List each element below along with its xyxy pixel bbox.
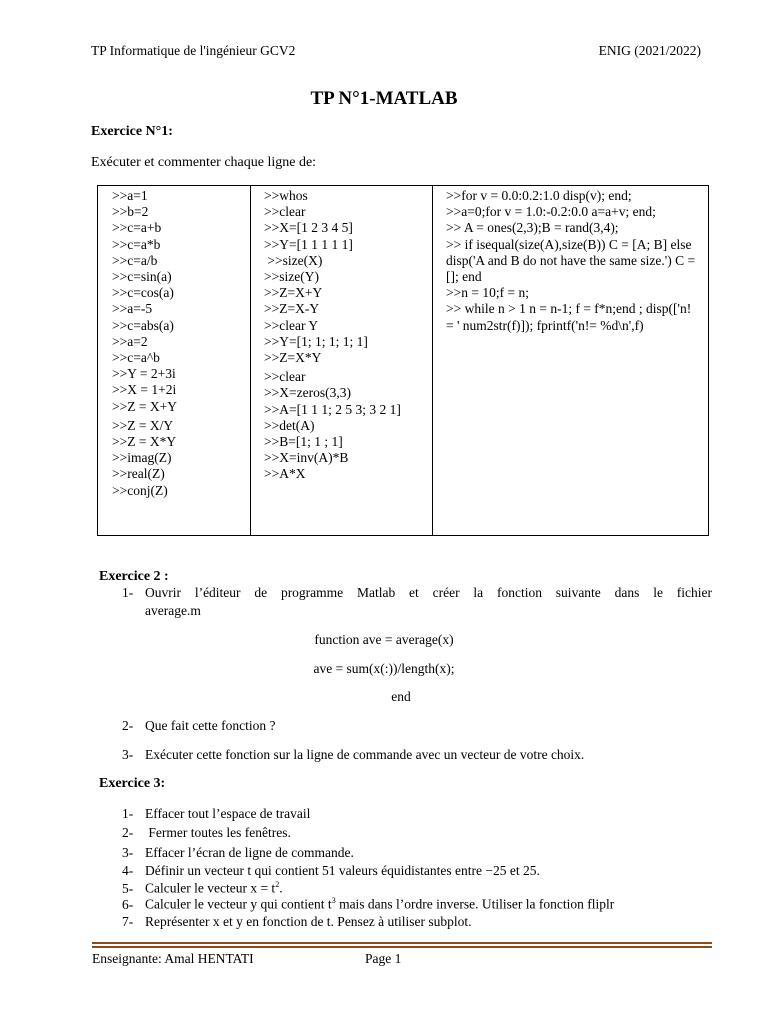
superscript: 3 xyxy=(331,896,336,905)
item-text: Calculer le vecteur y qui contient t xyxy=(145,896,332,912)
item-number: 2- xyxy=(122,718,134,733)
command-line: >>a=2 xyxy=(112,333,148,349)
item-text: Représenter x et y en fonction de t. Pensez à utiliser subplot. xyxy=(145,914,472,929)
exercise3-item-2 xyxy=(122,825,291,841)
function-code-line-1: function ave = average(x) xyxy=(314,632,454,647)
command-line: >>B=[1; 1 ; 1] xyxy=(264,434,343,450)
footer-page-number: Page 1 xyxy=(365,951,402,966)
command-line: >>Z = X+Y xyxy=(112,398,177,414)
item-text-end: mais dans l’ordre inverse. Utiliser la fonction fliplr xyxy=(335,896,615,912)
command-line: >>Y = 2+3i xyxy=(112,366,176,382)
item-number: 3- xyxy=(122,845,134,860)
command-line: >>c=a+b xyxy=(112,220,162,236)
exercise2-item-1-number xyxy=(122,585,145,601)
exercise3-item-1 xyxy=(122,806,310,822)
exercise1-intro: Exécuter et commenter chaque ligne de: xyxy=(91,155,317,170)
item-text: Exécuter cette fonction sur la ligne de commande avec un vecteur de votre choix. xyxy=(145,747,585,762)
command-line: >>real(Z) xyxy=(112,466,165,482)
footer-rule xyxy=(92,946,712,948)
command-line: >>a=0;for v = 1.0:-0.2:0.0 a=a+v; end; xyxy=(446,204,656,220)
command-line: >>X=[1 2 3 4 5] xyxy=(264,220,353,236)
exercise2-item-1-line-1: Ouvrir l’éditeur de programme Matlab et créer la fonction suivante dans le fichier xyxy=(145,585,712,600)
command-line: >>det(A) xyxy=(264,417,315,433)
command-line: >>n = 10;f = n; xyxy=(446,285,529,301)
command-line: >> if isequal(size(A),size(B)) C = [A; B] else disp('A and B do not have the same size.') C = []; end xyxy=(446,236,696,285)
command-table xyxy=(97,185,709,536)
command-line: >>clear Y xyxy=(264,317,319,333)
exercise2-item-1-line-2: average.m xyxy=(145,603,201,618)
item-text: Que fait cette fonction ? xyxy=(145,718,276,733)
command-line: >>A*X xyxy=(264,466,306,482)
command-line: >>c=a*b xyxy=(112,236,161,252)
item-text: Effacer tout l’espace de travail xyxy=(145,806,311,821)
command-line: >>c=sin(a) xyxy=(112,269,172,285)
command-line: >>clear xyxy=(264,369,306,385)
item-text: Fermer toutes les fenêtres. xyxy=(145,825,291,840)
command-line: >>X=inv(A)*B xyxy=(264,450,349,466)
function-code-line-3: end xyxy=(391,689,411,704)
item-number: 3- xyxy=(122,747,134,762)
command-line: >>Y=[1; 1; 1; 1; 1] xyxy=(264,333,368,349)
exercise3-item-4 xyxy=(122,863,540,879)
command-column-1 xyxy=(98,186,251,536)
exercise1-title: Exercice N°1: xyxy=(91,124,173,139)
superscript: 2 xyxy=(275,880,280,889)
command-line: >>Z=X-Y xyxy=(264,301,320,317)
exercise3-item-7 xyxy=(122,914,472,930)
exercise3-item-6 xyxy=(122,896,614,913)
command-line: >>b=2 xyxy=(112,204,149,220)
command-line: >>c=abs(a) xyxy=(112,317,174,333)
command-line: >>a=-5 xyxy=(112,301,153,317)
command-line: >>Z = X/Y xyxy=(112,417,174,433)
header-right: ENIG (2021/2022) xyxy=(598,43,701,58)
command-line: >>conj(Z) xyxy=(112,482,168,498)
command-line: >>clear xyxy=(264,204,306,220)
command-line: >>c=cos(a) xyxy=(112,285,174,301)
command-column-3 xyxy=(433,186,709,536)
item-number: 6- xyxy=(122,896,134,912)
item-number: 7- xyxy=(122,914,134,929)
command-line: >>Z = X*Y xyxy=(112,434,177,450)
command-line: >>for v = 0.0:0.2:1.0 disp(v); end; xyxy=(446,188,632,203)
exercise2-title: Exercice 2 : xyxy=(99,569,169,584)
footer-rule xyxy=(92,942,712,944)
exercise2-item-3 xyxy=(122,747,584,763)
command-line: >>whos xyxy=(264,188,308,203)
exercise3-item-3 xyxy=(122,845,354,861)
exercise3-item-5 xyxy=(122,880,283,897)
command-line: >>size(Y) xyxy=(264,269,319,285)
command-line: >>a=1 xyxy=(112,188,148,203)
command-line: >>Z=X+Y xyxy=(264,285,323,301)
footer-teacher: Enseignante: Amal HENTATI xyxy=(92,951,254,966)
command-line: >>Y=[1 1 1 1 1] xyxy=(264,236,353,252)
page-title: TP N°1-MATLAB xyxy=(310,88,458,109)
header-left: TP Informatique de l'ingénieur GCV2 xyxy=(91,43,296,58)
exercise2-item-2 xyxy=(122,718,275,734)
command-line: >> while n > 1 n = n-1; f = f*n;end ; disp(['n! = ' num2str(f)]); fprintf('n!= %d\n',f) xyxy=(446,301,692,333)
command-line: >>Z=X*Y xyxy=(264,350,322,366)
item-number: 2- xyxy=(122,825,134,840)
exercise3-title: Exercice 3: xyxy=(99,776,166,791)
command-line: >>X=zeros(3,3) xyxy=(264,385,351,401)
item-number: 1- xyxy=(122,806,134,821)
item-text: Calculer le vecteur x = t xyxy=(145,880,276,896)
command-column-2 xyxy=(251,186,433,536)
item-number: 1- xyxy=(122,585,134,600)
item-number: 5- xyxy=(122,880,134,896)
command-line: >>c=a^b xyxy=(112,350,160,366)
item-text: Définir un vecteur t qui contient 51 valeurs équidistantes entre −25 et 25. xyxy=(145,863,540,878)
command-line: >>size(X) xyxy=(264,252,323,268)
command-line: >>imag(Z) xyxy=(112,450,172,466)
function-code-line-2: ave = sum(x(:))/length(x); xyxy=(313,661,455,676)
command-line: >> A = ones(2,3);B = rand(3,4); xyxy=(446,220,619,236)
command-line: >>A=[1 1 1; 2 5 3; 3 2 1] xyxy=(264,401,401,417)
command-line: >>X = 1+2i xyxy=(112,382,177,398)
item-number: 4- xyxy=(122,863,134,878)
item-text-end: . xyxy=(279,880,283,896)
command-line: >>c=a/b xyxy=(112,252,158,268)
item-text: Effacer l’écran de ligne de commande. xyxy=(145,845,354,860)
